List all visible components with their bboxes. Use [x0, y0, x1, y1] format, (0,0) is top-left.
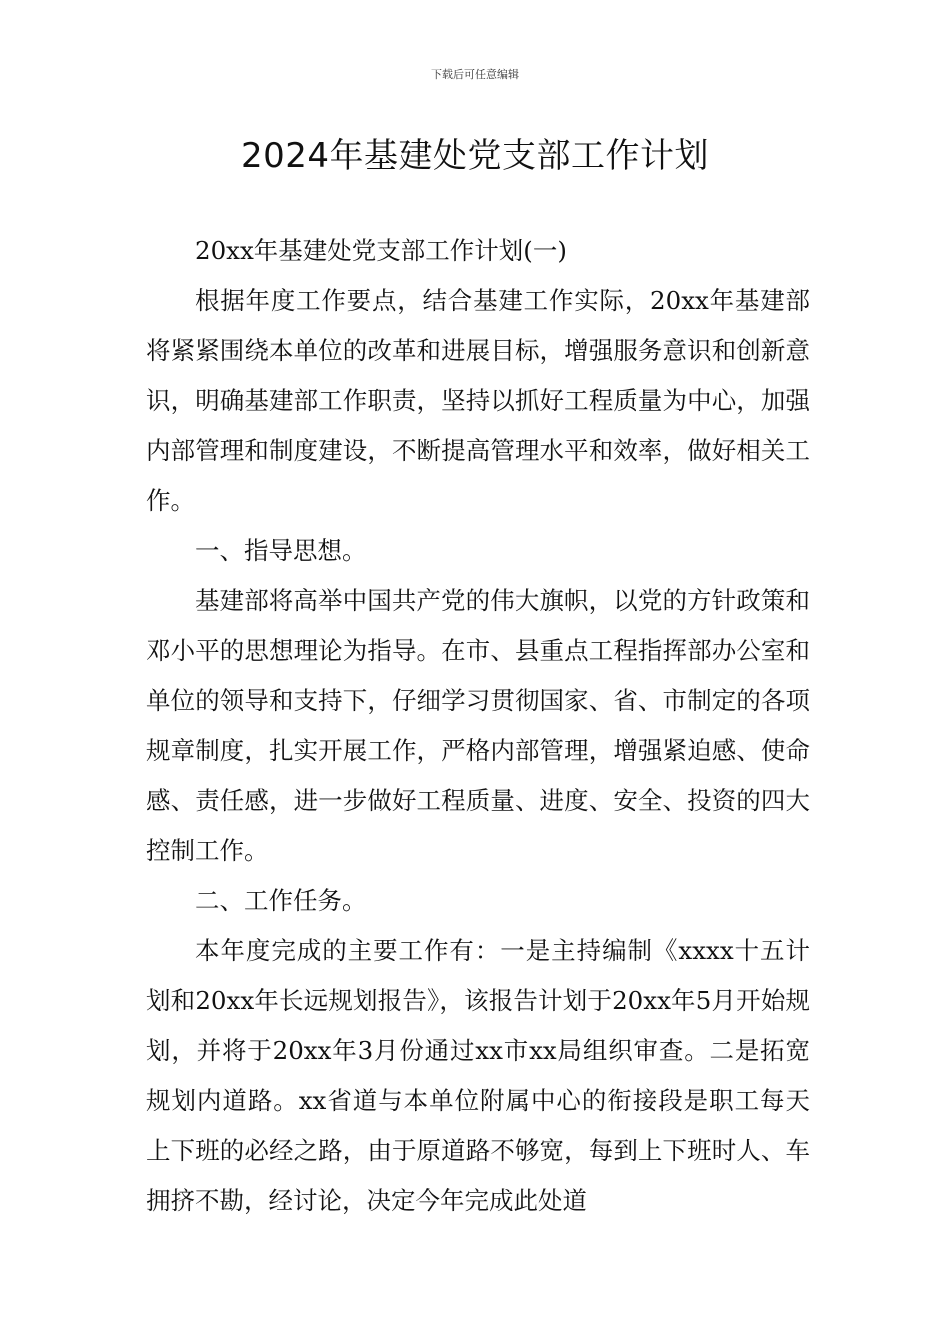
- document-title: 2024年基建处党支部工作计划: [240, 136, 710, 176]
- guiding-thought-paragraph: 基建部将高举中国共产党的伟大旗帜，以党的方针政策和邓小平的思想理论为指导。在市、县重点工程指挥部办公室和单位的领导和支持下，仔细学习贯彻国家、省、市制定的各项规章制度，扎实开展工作，严格内部管理，增强紧迫感、使命感、责任感，进一步做好工程质量、进度、安全、投资的四大控制工作。: [146, 586, 810, 865]
- intro-paragraph: 根据年度工作要点，结合基建工作实际，20xx年基建部将紧紧围绕本单位的改革和进展目标，增强服务意识和创新意识，明确基建部工作职责，坚持以抓好工程质量为中心，加强内部管理和制度建设，不断提高管理水平和效率，做好相关工作。: [146, 286, 810, 515]
- page-header-note: 下载后可任意编辑: [431, 68, 519, 81]
- work-tasks-paragraph: 本年度完成的主要工作有：一是主持编制《xxxx十五计划和20xx年长远规划报告》，该报告计划于20xx年5月开始规划，并将于20xx年3月份通过xx市xx局组织审查。二是拓宽规划内道路。xx省道与本单位附属中心的衔接段是职工每天上下班的必经之路，由于原道路不够宽，每到上下班时人、车拥挤不勘，经讨论，决定今年完成此处道: [146, 936, 810, 1215]
- section-heading-work-tasks: 二、工作任务。: [195, 886, 367, 915]
- section-heading-guiding-thought: 一、指导思想。: [195, 536, 367, 565]
- subtitle-paragraph: 20xx年基建处党支部工作计划(一): [195, 236, 567, 265]
- document-body: [146, 226, 810, 1226]
